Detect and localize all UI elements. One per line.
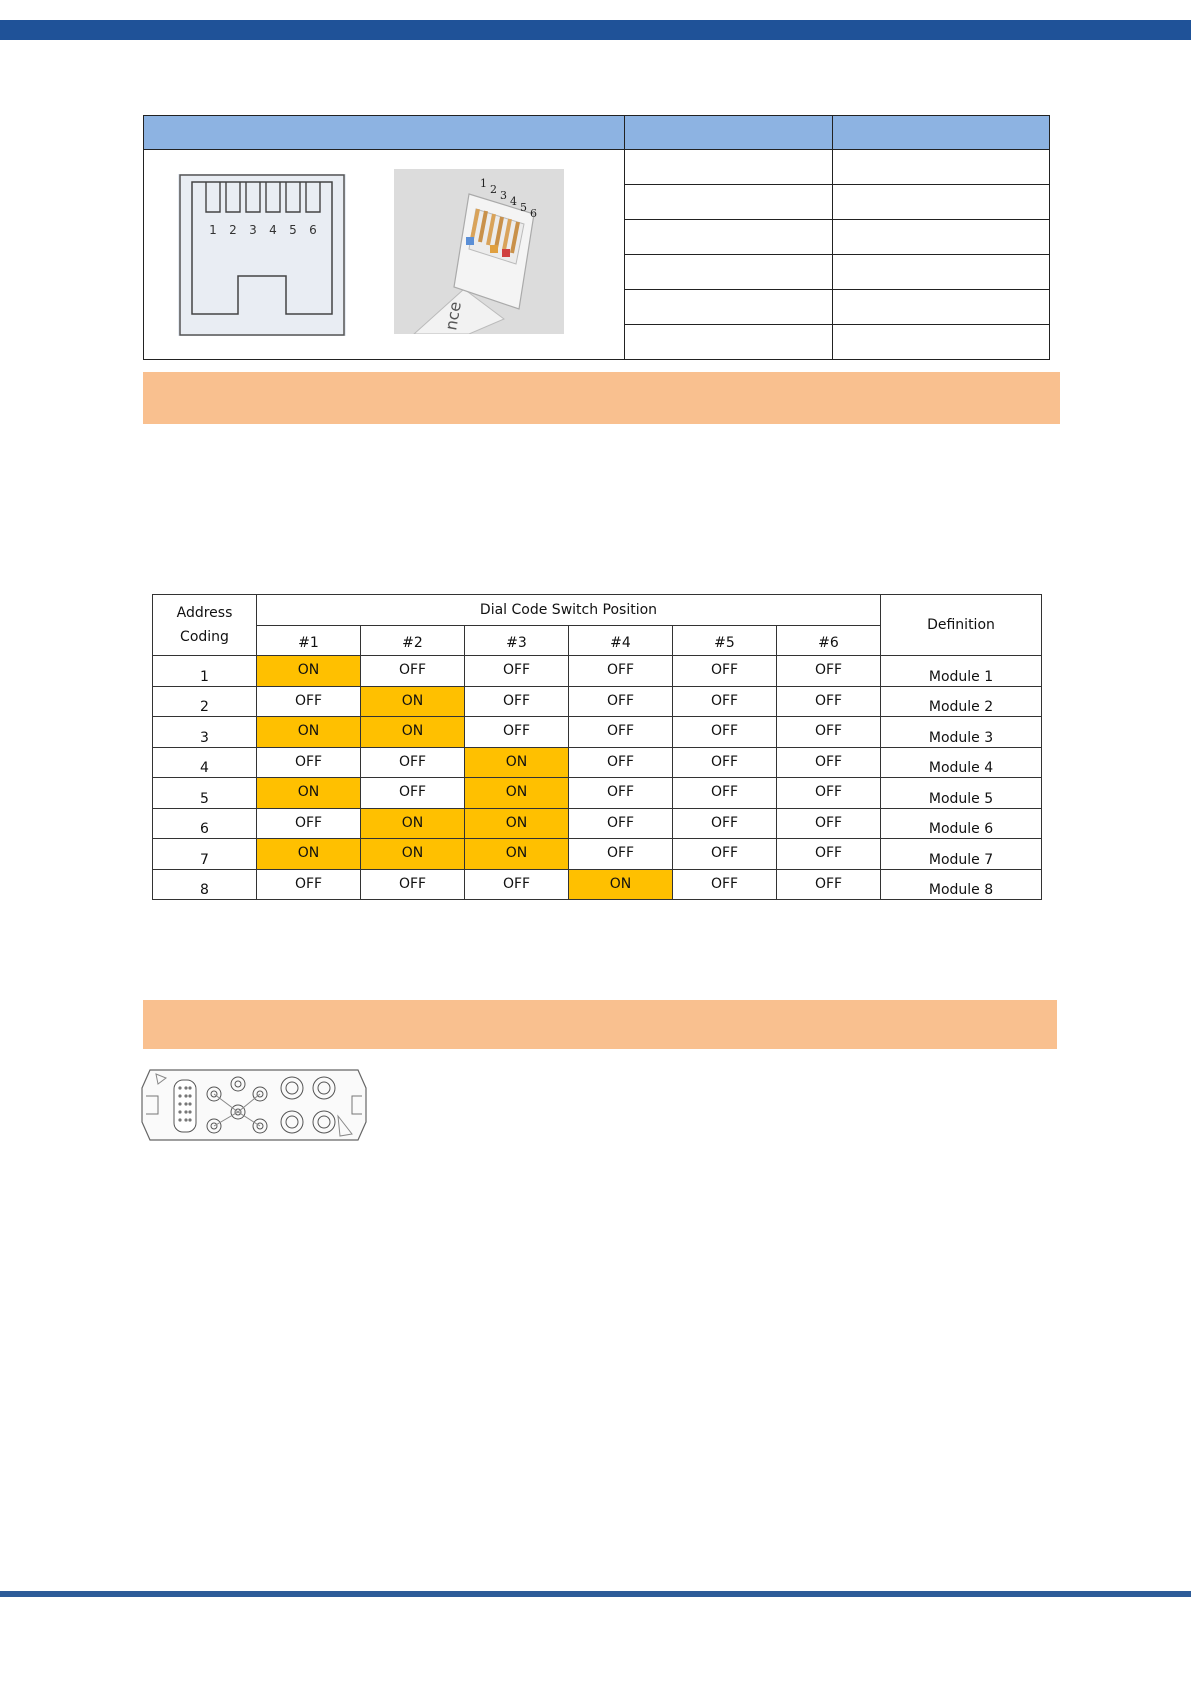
section-heading-band [143, 1000, 1057, 1049]
switch-state-cell: OFF [777, 686, 881, 717]
dial-table-row [153, 839, 1042, 870]
switch-state-cell: OFF [673, 747, 777, 778]
switch-state-cell: OFF [465, 656, 569, 687]
page-footer-bar [0, 1591, 1191, 1597]
plug-pin-label: 2 [490, 183, 497, 196]
rj12-socket-diagram [178, 174, 346, 336]
switch-state-cell: OFF [257, 747, 361, 778]
switch-state-cell: ON [465, 747, 569, 778]
socket-pin-label: 6 [309, 223, 317, 237]
switch-state-cell: ON [569, 869, 673, 900]
plug-pin-label: 4 [510, 195, 517, 208]
switch-state-cell: OFF [569, 717, 673, 748]
plug-pin-label: 1 [480, 177, 487, 190]
switch-state-cell: OFF [673, 839, 777, 870]
address-cell: 4 [153, 747, 257, 778]
switch-state-cell: OFF [569, 808, 673, 839]
socket-pin-label: 5 [289, 223, 297, 237]
switch-state-cell: OFF [777, 747, 881, 778]
switch-column-header: #1 [257, 626, 361, 656]
plug-pin-label: 5 [520, 201, 527, 214]
switch-state-cell: OFF [465, 686, 569, 717]
switch-state-cell: OFF [465, 717, 569, 748]
address-cell: 7 [153, 839, 257, 870]
socket-pin-label: 1 [209, 223, 217, 237]
switch-column-header: #2 [361, 626, 465, 656]
switch-state-cell: ON [361, 839, 465, 870]
switch-state-cell: OFF [777, 778, 881, 809]
socket-pin-label: 4 [269, 223, 277, 237]
switch-state-cell: ON [257, 778, 361, 809]
switch-column-header: #3 [465, 626, 569, 656]
page-header-bar [0, 20, 1191, 40]
switch-state-cell: ON [465, 808, 569, 839]
switch-state-cell: OFF [673, 869, 777, 900]
switch-state-cell: OFF [673, 717, 777, 748]
switch-state-cell: OFF [361, 869, 465, 900]
address-cell: 1 [153, 656, 257, 687]
plug-pin-label: 6 [530, 207, 537, 220]
switch-state-cell: OFF [777, 869, 881, 900]
switch-state-cell: OFF [257, 808, 361, 839]
switch-state-cell: ON [257, 656, 361, 687]
switch-state-cell: OFF [257, 686, 361, 717]
address-cell: 6 [153, 808, 257, 839]
switch-state-cell: ON [465, 778, 569, 809]
plug-pin-label: 3 [500, 189, 507, 202]
dial-table-row [153, 808, 1042, 839]
module-definition-cell: Module 7 [881, 839, 1042, 870]
switch-position-header: Dial Code Switch Position [257, 595, 881, 626]
switch-state-cell: OFF [673, 808, 777, 839]
switch-state-cell: OFF [673, 686, 777, 717]
switch-state-cell: OFF [361, 656, 465, 687]
switch-state-cell: ON [465, 839, 569, 870]
switch-column-header: #6 [777, 626, 881, 656]
switch-state-cell: OFF [361, 778, 465, 809]
switch-state-cell: OFF [569, 656, 673, 687]
dial-table-row [153, 717, 1042, 748]
switch-state-cell: OFF [673, 656, 777, 687]
switch-state-cell: OFF [569, 839, 673, 870]
module-definition-cell: Module 4 [881, 747, 1042, 778]
dial-table-row [153, 686, 1042, 717]
switch-state-cell: OFF [465, 869, 569, 900]
switch-column-header: #4 [569, 626, 673, 656]
module-definition-cell: Module 1 [881, 656, 1042, 687]
dial-table-row [153, 869, 1042, 900]
switch-state-cell: OFF [569, 747, 673, 778]
dial-code-switch-table [152, 594, 1042, 900]
switch-state-cell: OFF [257, 869, 361, 900]
address-cell: 8 [153, 869, 257, 900]
module-definition-cell: Module 3 [881, 717, 1042, 748]
connector-panel-diagram [140, 1066, 370, 1144]
definition-header: Definition [881, 595, 1042, 656]
switch-state-cell: OFF [777, 717, 881, 748]
switch-state-cell: ON [257, 717, 361, 748]
switch-state-cell: ON [361, 808, 465, 839]
address-coding-header: Address Coding [153, 595, 257, 656]
dial-table-row [153, 778, 1042, 809]
switch-state-cell: ON [257, 839, 361, 870]
pin-table-header-row [144, 116, 1049, 150]
dial-table-row [153, 656, 1042, 687]
switch-state-cell: ON [361, 686, 465, 717]
address-cell: 3 [153, 717, 257, 748]
module-definition-cell: Module 6 [881, 808, 1042, 839]
switch-state-cell: OFF [777, 839, 881, 870]
switch-state-cell: OFF [777, 656, 881, 687]
switch-state-cell: OFF [569, 686, 673, 717]
switch-column-header: #5 [673, 626, 777, 656]
switch-state-cell: OFF [777, 808, 881, 839]
address-cell: 5 [153, 778, 257, 809]
plug-cable-text: nce [441, 300, 465, 332]
module-definition-cell: Module 8 [881, 869, 1042, 900]
module-definition-cell: Module 2 [881, 686, 1042, 717]
switch-state-cell: OFF [569, 778, 673, 809]
switch-state-cell: OFF [673, 778, 777, 809]
socket-pin-label: 2 [229, 223, 237, 237]
switch-state-cell: OFF [361, 747, 465, 778]
socket-pin-label: 3 [249, 223, 257, 237]
section-heading-band [143, 372, 1060, 424]
rj12-plug-photo [394, 169, 564, 334]
switch-state-cell: ON [361, 717, 465, 748]
pin-definition-table [143, 115, 1050, 360]
dial-table-row [153, 747, 1042, 778]
address-cell: 2 [153, 686, 257, 717]
module-definition-cell: Module 5 [881, 778, 1042, 809]
